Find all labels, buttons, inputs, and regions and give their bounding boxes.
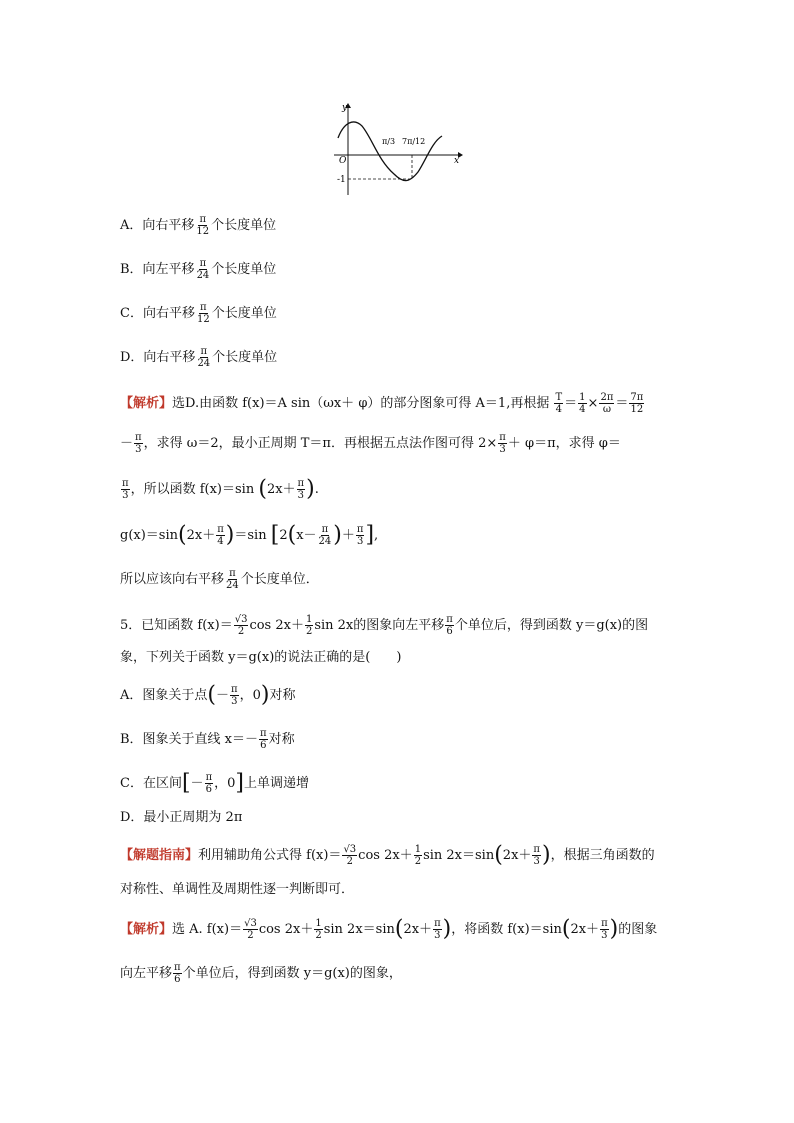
analysis2-line1: 【解析】选 A. f(x)＝ $\frac{√3}{2}$ cos 2x＋ $\frac{1}{2}$ sin 2x＝sin(2x＋ $\frac{\pi}{3}$ )，将函数 f(x)＝sin(2x＋ $\frac{\pi}{3}$ )的图象 [120, 916, 658, 942]
q5-option-a: A．图象关于点(－ $\frac{\pi}{3}$ ，0)对称 [120, 682, 296, 708]
y-axis-label: y [342, 103, 348, 113]
analysis1-line1: 【解析】选D.由函数 f(x)＝A sin（ωx＋ φ）的部分图象可得 A＝1,再根据 $\frac{T}{4}$ ＝ $\frac{1}{4}$ × $\frac{2\pi}{\omega}$ ＝ $\frac{7\pi}{12}$ [120, 392, 644, 415]
option-d: D．向右平移 $\frac{\pi}{24}$ 个长度单位 [120, 346, 278, 369]
analysis1-line4: g(x)＝sin(2x＋ $\frac{\pi}{4}$ )＝sin [2(x－ $\frac{\pi}{24}$ )＋ $\frac{\pi}{3}$ ], [120, 522, 379, 548]
option-c: C．向右平移 $\frac{\pi}{12}$ 个长度单位 [120, 302, 277, 325]
option-a: A．向右平移 $\frac{\pi}{12}$ 个长度单位 [120, 214, 277, 237]
q5-option-c: C．在区间[－ $\frac{\pi}{6}$ ，0]上单调递增 [120, 770, 310, 796]
analysis1-line3: $\frac{\pi}{3}$ ，所以函数 f(x)＝sin (2x＋ $\frac{\pi}{3}$ ). [122, 476, 319, 502]
min-label: -1 [337, 175, 346, 185]
analysis1-line5: 所以应该向右平移 $\frac{\pi}{24}$ 个长度单位． [120, 568, 319, 591]
origin-label: O [339, 156, 347, 166]
guide-line1: 【解题指南】利用辅助角公式得 f(x)＝ $\frac{√3}{2}$ cos 2x＋ $\frac{1}{2}$ sin 2x＝sin(2x＋ $\frac{\pi}{3}$ )，根据三角函数的 [120, 842, 655, 868]
guide-line2: 对称性、单调性及周期性逐一判断即可． [120, 882, 355, 897]
option-b: B．向左平移 $\frac{\pi}{24}$ 个长度单位 [120, 258, 277, 281]
question5-stem2: 象，下列关于函数 y＝g(x)的说法正确的是( ) [120, 650, 402, 665]
analysis2-line2: 向左平移 $\frac{\pi}{6}$ 个单位后，得到函数 y＝g(x)的图象， [120, 962, 402, 985]
q5-option-b: B．图象关于直线 x＝－ $\frac{\pi}{6}$ 对称 [120, 728, 295, 751]
question5-stem1: 5．已知函数 f(x)＝ $\frac{√3}{2}$ cos 2x＋ $\frac{1}{2}$ sin 2x的图象向左平移 $\frac{\pi}{6}$ 个单位后，得到函数 y＝g(x)的图 [120, 614, 649, 637]
tick-7pi12: 7π/12 [402, 137, 426, 146]
q5-option-d: D．最小正周期为 2π [120, 810, 243, 825]
analysis1-line2: － $\frac{\pi}{3}$ ，求得 ω＝2，最小正周期 T＝π．再根据五点法作图可得 2× $\frac{\pi}{3}$ ＋ φ＝π，求得 φ＝ [120, 432, 621, 455]
tick-pi3: π/3 [382, 137, 396, 146]
sine-graph [334, 100, 464, 196]
x-axis-label: x [454, 156, 460, 166]
